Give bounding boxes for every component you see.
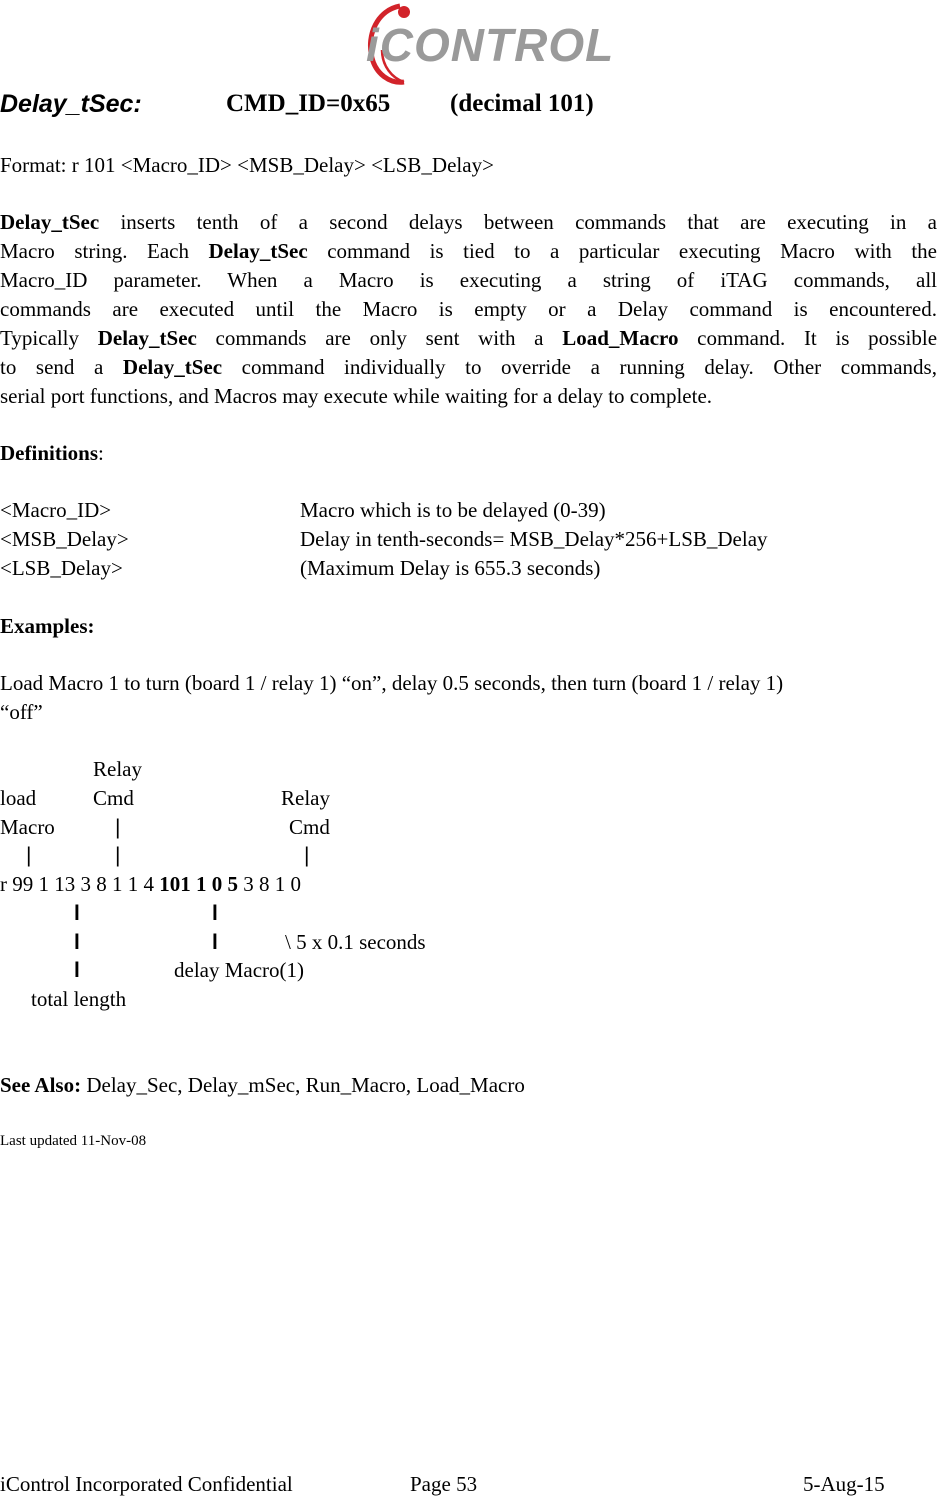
footer-page-number: Page 53	[410, 1472, 478, 1496]
diagram-delay-macro-label: delay Macro(1)	[174, 958, 305, 982]
definition-desc: Delay in tenth-seconds= MSB_Delay*256+LSB_Delay	[300, 527, 768, 551]
command-id: CMD_ID=0x65	[226, 90, 391, 117]
description-line	[0, 353, 937, 382]
example-intro-line: Load Macro 1 to turn (board 1 / relay 1) “on”, delay 0.5 seconds, then turn (board 1 / relay 1)	[0, 671, 784, 695]
company-logo	[360, 0, 615, 86]
format-line: Format: r 101 <Macro_ID> <MSB_Delay> <LSB_Delay>	[0, 153, 494, 177]
diagram-pointer-bar: |	[115, 844, 121, 867]
text-span: Typically	[0, 326, 98, 350]
diagram-pointer-bar: |	[115, 816, 121, 839]
footer-date: 5-Aug-15	[803, 1472, 885, 1496]
term-delay-tsec: Delay_tSec	[0, 210, 100, 234]
see-also-label: See Also:	[0, 1073, 82, 1097]
definitions-colon: :	[98, 441, 104, 465]
term-delay-tsec: Delay_tSec	[122, 355, 223, 379]
command-delay-part: 101 1 0 5	[159, 872, 238, 896]
command-suffix: 3 8 1 0	[238, 872, 301, 896]
see-also	[0, 1071, 525, 1100]
footer-company: iControl Incorporated Confidential	[0, 1472, 293, 1496]
definitions-label: Definitions	[0, 441, 99, 465]
term-delay-tsec: Delay_tSec	[208, 239, 308, 263]
text-span: Macro string. Each	[0, 239, 209, 263]
diagram-command-string	[0, 870, 301, 899]
diagram-pointer-bar: l	[74, 931, 80, 954]
last-updated: Last updated 11-Nov-08	[0, 1133, 147, 1149]
diagram-cmd-label: Cmd	[93, 786, 134, 810]
diagram-pointer-bar: |	[304, 844, 310, 867]
diagram-relay-label: Relay	[93, 757, 142, 781]
diagram-total-length-label: total length	[31, 987, 127, 1011]
diagram-pointer-bar: l	[212, 902, 218, 925]
diagram-relay-label: Relay	[281, 786, 330, 810]
description-line	[0, 237, 937, 266]
command-name: Delay_tSec:	[0, 90, 142, 118]
examples-label: Examples:	[0, 614, 95, 638]
logo-text: iCONTROL	[366, 19, 615, 71]
diagram-seconds-label: \ 5 x 0.1 seconds	[285, 930, 426, 954]
diagram-macro-label: Macro	[0, 815, 55, 839]
description-line: serial port functions, and Macros may execute while waiting for a delay to complete.	[0, 384, 713, 408]
diagram-pointer-bar: |	[26, 844, 32, 867]
description-line	[0, 324, 937, 353]
term-delay-tsec: Delay_tSec	[97, 326, 197, 350]
term-load-macro: Load_Macro	[562, 326, 679, 350]
definitions-title	[0, 439, 104, 468]
text-span: command. It is possible	[678, 326, 937, 350]
description-line	[0, 208, 937, 237]
definition-term: <Macro_ID>	[0, 498, 112, 522]
text-span: command is tied to a particular executing Macro with the	[307, 239, 937, 263]
text-span: command individually to override a running delay. Other commands,	[222, 355, 937, 379]
diagram-pointer-bar: l	[212, 931, 218, 954]
command-decimal: (decimal 101)	[450, 90, 594, 117]
command-prefix: r 99 1 13 3 8 1 1 4	[0, 872, 160, 896]
description-paragraph	[0, 208, 937, 411]
definition-term: <LSB_Delay>	[0, 556, 123, 580]
definition-desc: Macro which is to be delayed (0-39)	[300, 498, 606, 522]
text-span: to send a	[0, 355, 123, 379]
description-line: Macro_ID parameter. When a Macro is executing a string of iTAG commands, all	[0, 268, 937, 292]
diagram-pointer-bar: l	[74, 902, 80, 925]
example-intro-line: “off”	[0, 700, 43, 724]
diagram-pointer-bar: l	[74, 959, 80, 982]
text-span: inserts tenth of a second delays between commands that are executing in a	[99, 210, 937, 234]
definition-desc: (Maximum Delay is 655.3 seconds)	[300, 556, 601, 580]
diagram-load-label: load	[0, 786, 37, 810]
see-also-links: Delay_Sec, Delay_mSec, Run_Macro, Load_Macro	[81, 1073, 525, 1097]
diagram-cmd-label: Cmd	[289, 815, 330, 839]
text-span: commands are only sent with a	[196, 326, 563, 350]
examples-title	[0, 612, 95, 641]
definition-term: <MSB_Delay>	[0, 527, 129, 551]
description-line: commands are executed until the Macro is empty or a Delay command is encountered.	[0, 297, 937, 321]
